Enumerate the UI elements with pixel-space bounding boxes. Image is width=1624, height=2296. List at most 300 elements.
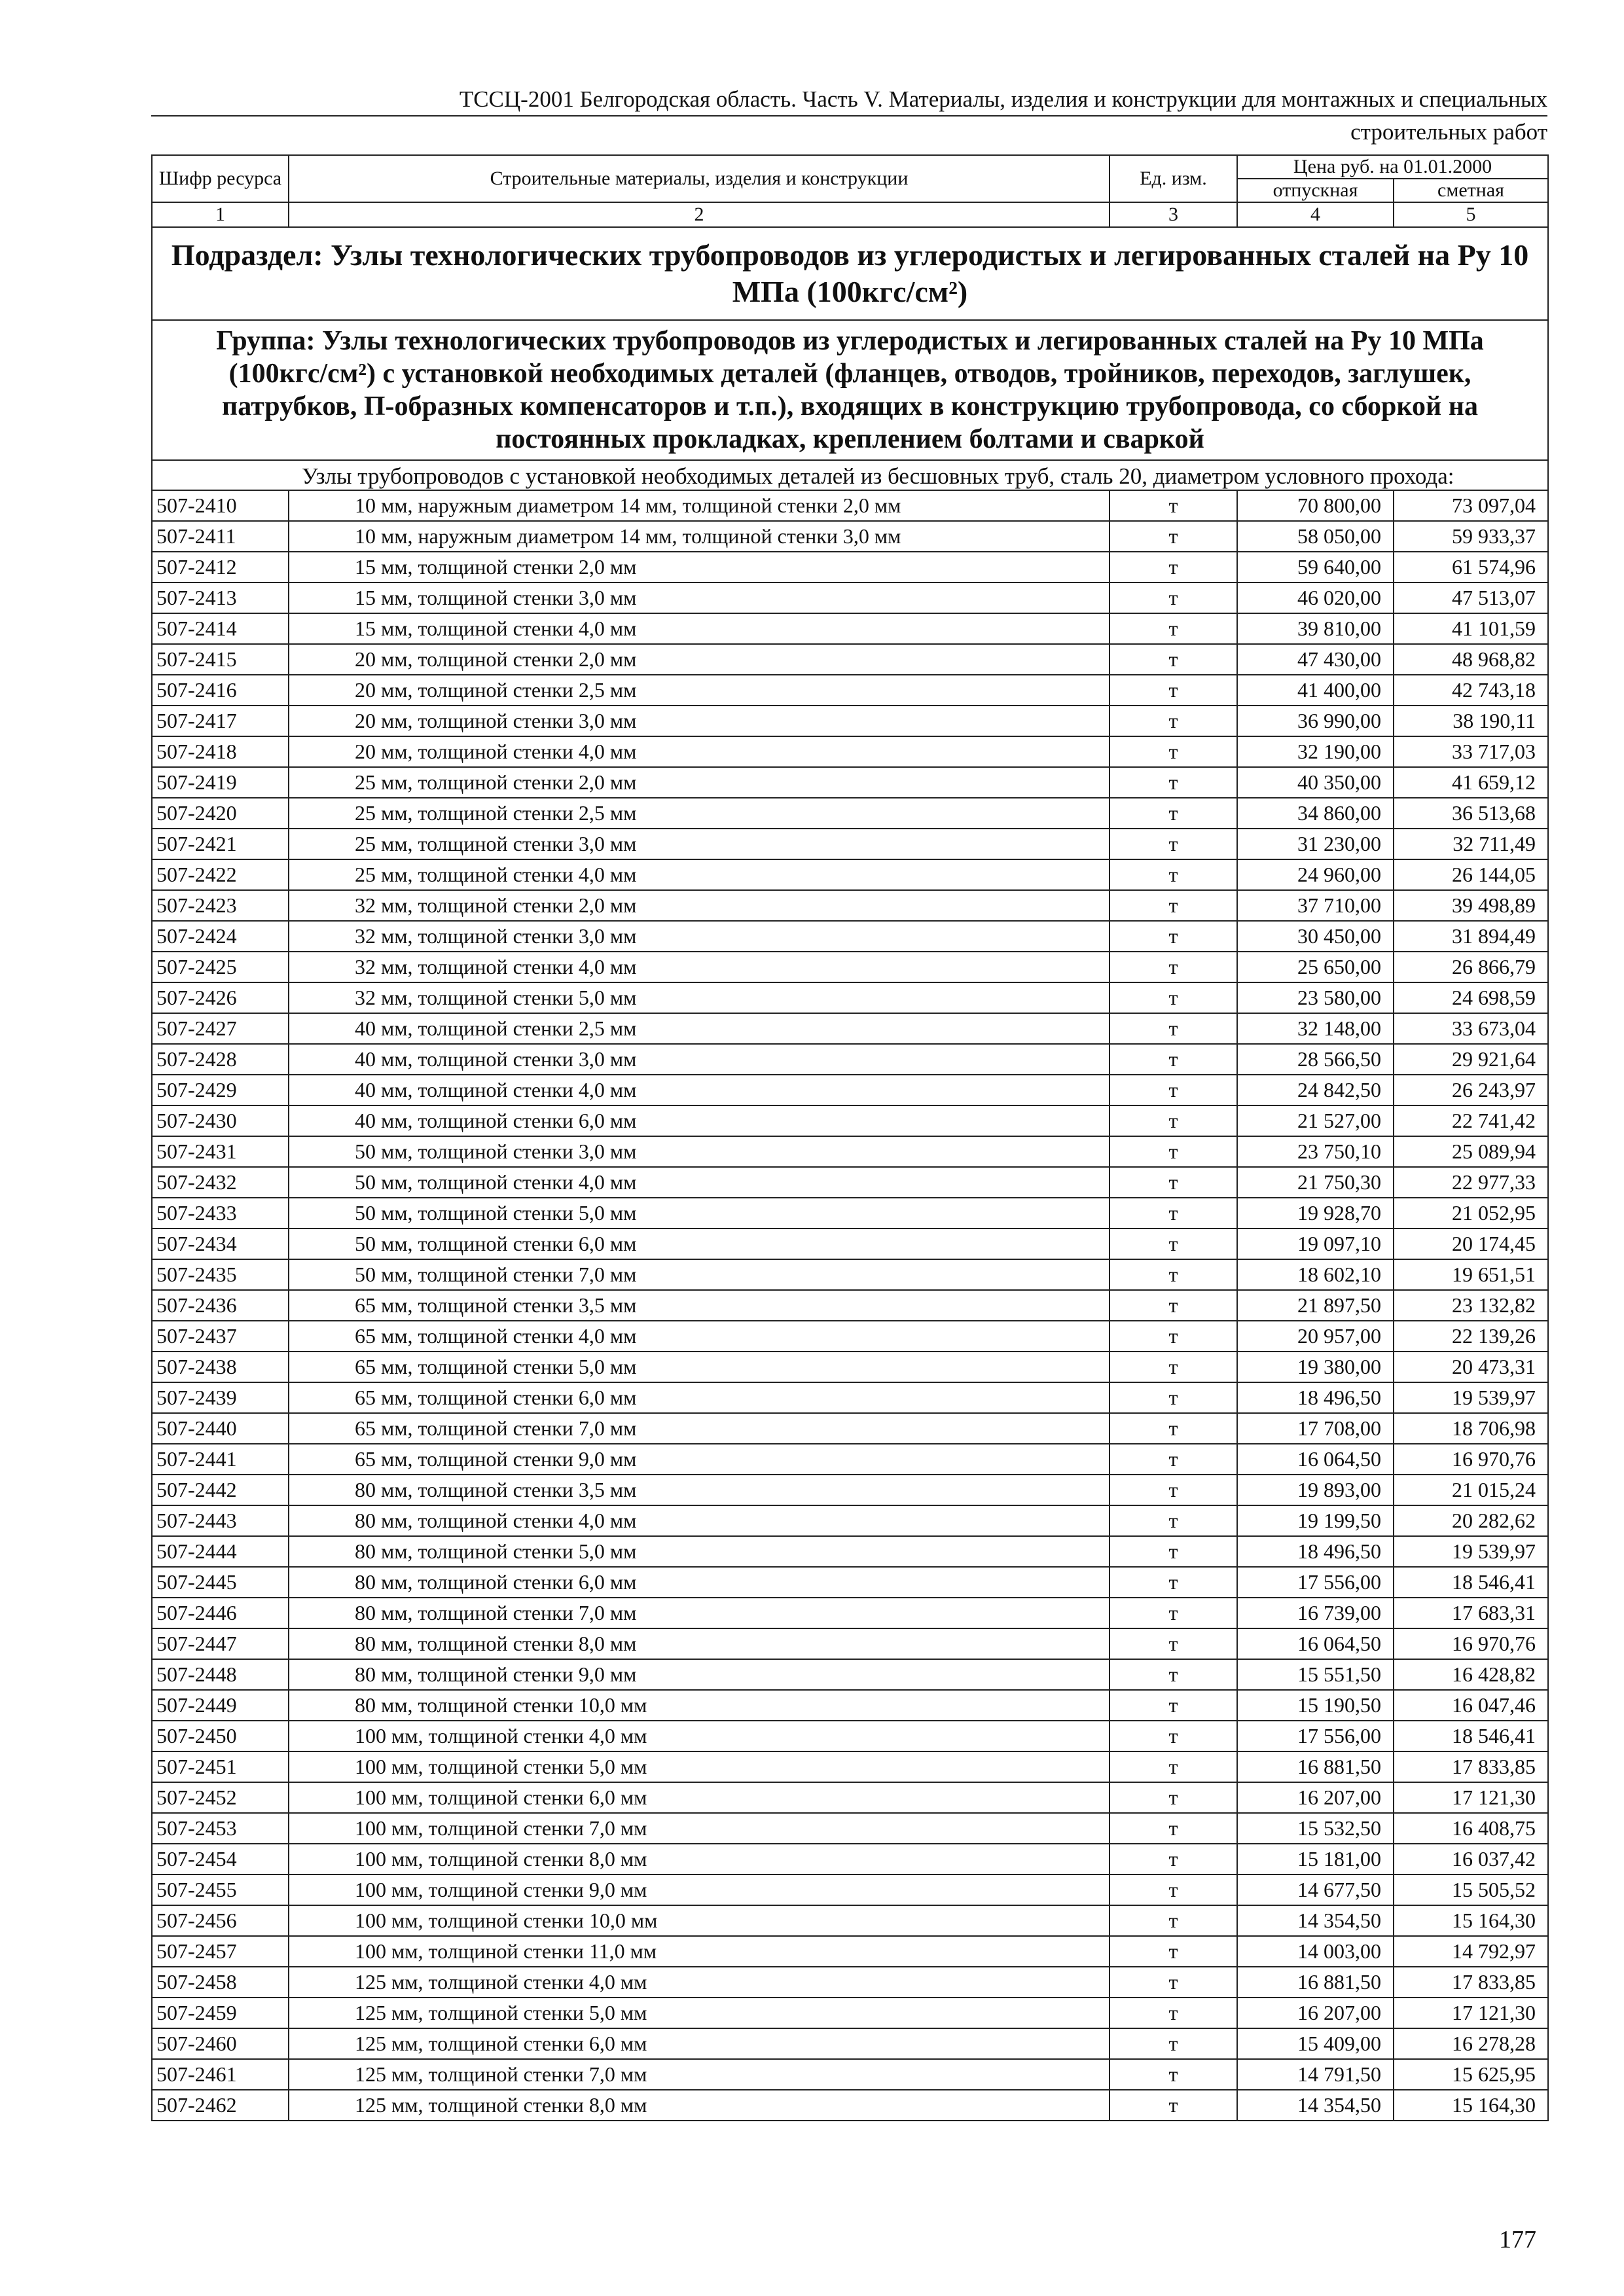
material-name: 100 мм, толщиной стенки 6,0 мм [289, 1782, 1110, 1813]
release-price: 15 409,00 [1237, 2028, 1394, 2059]
resource-code: 507-2435 [152, 1259, 289, 1290]
unit: т [1110, 1628, 1237, 1659]
unit: т [1110, 2090, 1237, 2121]
estimate-price: 21 015,24 [1394, 1475, 1548, 1505]
release-price: 15 532,50 [1237, 1813, 1394, 1844]
release-price: 14 677,50 [1237, 1874, 1394, 1905]
estimate-price: 15 625,95 [1394, 2059, 1548, 2090]
table-row [152, 1721, 1548, 1751]
resource-code: 507-2448 [152, 1659, 289, 1690]
material-name: 32 мм, толщиной стенки 2,0 мм [289, 890, 1110, 921]
resource-code: 507-2432 [152, 1167, 289, 1198]
page-number: 177 [1499, 2226, 1536, 2253]
estimate-price: 16 970,76 [1394, 1628, 1548, 1659]
unit: т [1110, 613, 1237, 644]
table-row [152, 736, 1548, 767]
estimate-price: 17 833,85 [1394, 1751, 1548, 1782]
unit: т [1110, 675, 1237, 706]
resource-code: 507-2423 [152, 890, 289, 921]
table-row [152, 1475, 1548, 1505]
unit: т [1110, 1013, 1237, 1044]
estimate-price: 73 097,04 [1394, 490, 1548, 521]
estimate-price: 39 498,89 [1394, 890, 1548, 921]
release-price: 15 190,50 [1237, 1690, 1394, 1721]
unit: т [1110, 1874, 1237, 1905]
release-price: 19 199,50 [1237, 1505, 1394, 1536]
resource-code: 507-2461 [152, 2059, 289, 2090]
release-price: 21 750,30 [1237, 1167, 1394, 1198]
table-row [152, 644, 1548, 675]
unit: т [1110, 490, 1237, 521]
material-name: 10 мм, наружным диаметром 14 мм, толщиной стенки 3,0 мм [289, 521, 1110, 552]
table-row [152, 1444, 1548, 1475]
column-number-row [152, 202, 1548, 227]
resource-code: 507-2421 [152, 829, 289, 859]
unit: т [1110, 1382, 1237, 1413]
material-name: 65 мм, толщиной стенки 4,0 мм [289, 1321, 1110, 1352]
estimate-price: 24 698,59 [1394, 982, 1548, 1013]
unit: т [1110, 1998, 1237, 2028]
group-note-text: Узлы трубопроводов с установкой необходимых деталей из бесшовных труб, сталь 20, диаметром условного прохода: [302, 463, 1454, 489]
unit: т [1110, 2059, 1237, 2090]
release-price: 19 097,10 [1237, 1229, 1394, 1259]
table-row [152, 2090, 1548, 2121]
unit: т [1110, 644, 1237, 675]
release-price: 25 650,00 [1237, 952, 1394, 982]
release-price: 17 556,00 [1237, 1567, 1394, 1598]
estimate-price: 15 505,52 [1394, 1874, 1548, 1905]
release-price: 14 354,50 [1237, 1905, 1394, 1936]
estimate-price: 36 513,68 [1394, 798, 1548, 829]
unit: т [1110, 859, 1237, 890]
resource-code: 507-2426 [152, 982, 289, 1013]
release-price: 19 893,00 [1237, 1475, 1394, 1505]
table-row [152, 1136, 1548, 1167]
resource-code: 507-2415 [152, 644, 289, 675]
unit: т [1110, 1444, 1237, 1475]
table-row [152, 1751, 1548, 1782]
resource-code: 507-2460 [152, 2028, 289, 2059]
table-row [152, 1998, 1548, 2028]
resource-code: 507-2444 [152, 1536, 289, 1567]
material-name: 65 мм, толщиной стенки 7,0 мм [289, 1413, 1110, 1444]
estimate-price: 17 683,31 [1394, 1598, 1548, 1628]
unit: т [1110, 1229, 1237, 1259]
resource-code: 507-2451 [152, 1751, 289, 1782]
unit: т [1110, 1782, 1237, 1813]
material-name: 125 мм, толщиной стенки 5,0 мм [289, 1998, 1110, 2028]
header-estimate-price: сметная [1394, 179, 1548, 202]
resource-code: 507-2447 [152, 1628, 289, 1659]
estimate-price: 26 243,97 [1394, 1075, 1548, 1105]
resource-code: 507-2454 [152, 1844, 289, 1874]
unit: т [1110, 1598, 1237, 1628]
table-row [152, 1844, 1548, 1874]
unit: т [1110, 1905, 1237, 1936]
table-row [152, 2059, 1548, 2090]
material-name: 40 мм, толщиной стенки 4,0 мм [289, 1075, 1110, 1105]
table-row [152, 583, 1548, 613]
material-name: 100 мм, толщиной стенки 8,0 мм [289, 1844, 1110, 1874]
table-row [152, 829, 1548, 859]
release-price: 23 580,00 [1237, 982, 1394, 1013]
resource-code: 507-2436 [152, 1290, 289, 1321]
resource-code: 507-2428 [152, 1044, 289, 1075]
unit: т [1110, 521, 1237, 552]
release-price: 17 556,00 [1237, 1721, 1394, 1751]
column-number: 5 [1394, 202, 1548, 227]
resource-code: 507-2459 [152, 1998, 289, 2028]
material-name: 15 мм, толщиной стенки 4,0 мм [289, 613, 1110, 644]
unit: т [1110, 1690, 1237, 1721]
table-row [152, 1013, 1548, 1044]
material-name: 32 мм, толщиной стенки 4,0 мм [289, 952, 1110, 982]
table-row [152, 1382, 1548, 1413]
table-row [152, 490, 1548, 521]
resource-code: 507-2450 [152, 1721, 289, 1751]
material-name: 100 мм, толщиной стенки 5,0 мм [289, 1751, 1110, 1782]
unit: т [1110, 1044, 1237, 1075]
release-price: 24 960,00 [1237, 859, 1394, 890]
release-price: 19 380,00 [1237, 1352, 1394, 1382]
resource-code: 507-2446 [152, 1598, 289, 1628]
table-row [152, 1782, 1548, 1813]
release-price: 31 230,00 [1237, 829, 1394, 859]
header-unit: Ед. изм. [1110, 155, 1237, 202]
material-name: 20 мм, толщиной стенки 2,0 мм [289, 644, 1110, 675]
resource-code: 507-2430 [152, 1105, 289, 1136]
table-row [152, 675, 1548, 706]
unit: т [1110, 890, 1237, 921]
resource-code: 507-2410 [152, 490, 289, 521]
estimate-price: 18 546,41 [1394, 1721, 1548, 1751]
release-price: 30 450,00 [1237, 921, 1394, 952]
unit: т [1110, 2028, 1237, 2059]
estimate-price: 26 144,05 [1394, 859, 1548, 890]
release-price: 16 739,00 [1237, 1598, 1394, 1628]
estimate-price: 16 047,46 [1394, 1690, 1548, 1721]
column-number: 1 [152, 202, 289, 227]
estimate-price: 18 546,41 [1394, 1567, 1548, 1598]
material-name: 100 мм, толщиной стенки 4,0 мм [289, 1721, 1110, 1751]
material-name: 125 мм, толщиной стенки 4,0 мм [289, 1967, 1110, 1998]
estimate-price: 22 139,26 [1394, 1321, 1548, 1352]
release-price: 18 496,50 [1237, 1536, 1394, 1567]
table-row [152, 706, 1548, 736]
unit: т [1110, 1751, 1237, 1782]
header-release-price: отпускная [1237, 179, 1394, 202]
unit: т [1110, 1352, 1237, 1382]
estimate-price: 20 282,62 [1394, 1505, 1548, 1536]
header-title-continuation: строительных работ [1350, 119, 1547, 145]
estimate-price: 17 121,30 [1394, 1998, 1548, 2028]
resource-code: 507-2443 [152, 1505, 289, 1536]
release-price: 14 791,50 [1237, 2059, 1394, 2090]
column-number: 2 [289, 202, 1110, 227]
table-row [152, 1659, 1548, 1690]
release-price: 36 990,00 [1237, 706, 1394, 736]
estimate-price: 48 968,82 [1394, 644, 1548, 675]
price-table [151, 154, 1549, 2121]
table-row [152, 1044, 1548, 1075]
estimate-price: 25 089,94 [1394, 1136, 1548, 1167]
estimate-price: 19 651,51 [1394, 1259, 1548, 1290]
table-row [152, 1905, 1548, 1936]
release-price: 18 496,50 [1237, 1382, 1394, 1413]
release-price: 16 881,50 [1237, 1967, 1394, 1998]
unit: т [1110, 1844, 1237, 1874]
estimate-price: 20 473,31 [1394, 1352, 1548, 1382]
unit: т [1110, 1259, 1237, 1290]
estimate-price: 59 933,37 [1394, 521, 1548, 552]
resource-code: 507-2414 [152, 613, 289, 644]
table-row [152, 1290, 1548, 1321]
estimate-price: 33 673,04 [1394, 1013, 1548, 1044]
resource-code: 507-2453 [152, 1813, 289, 1844]
estimate-price: 22 741,42 [1394, 1105, 1548, 1136]
release-price: 15 181,00 [1237, 1844, 1394, 1874]
resource-code: 507-2455 [152, 1874, 289, 1905]
resource-code: 507-2422 [152, 859, 289, 890]
material-name: 80 мм, толщиной стенки 5,0 мм [289, 1536, 1110, 1567]
table-row [152, 1536, 1548, 1567]
unit: т [1110, 1105, 1237, 1136]
estimate-price: 18 706,98 [1394, 1413, 1548, 1444]
table-row [152, 1598, 1548, 1628]
estimate-price: 21 052,95 [1394, 1198, 1548, 1229]
material-name: 125 мм, толщиной стенки 6,0 мм [289, 2028, 1110, 2059]
material-name: 40 мм, толщиной стенки 6,0 мм [289, 1105, 1110, 1136]
material-name: 50 мм, толщиной стенки 3,0 мм [289, 1136, 1110, 1167]
resource-code: 507-2433 [152, 1198, 289, 1229]
material-name: 80 мм, толщиной стенки 6,0 мм [289, 1567, 1110, 1598]
material-name: 100 мм, толщиной стенки 10,0 мм [289, 1905, 1110, 1936]
table-row [152, 613, 1548, 644]
estimate-price: 15 164,30 [1394, 2090, 1548, 2121]
estimate-price: 41 659,12 [1394, 767, 1548, 798]
material-name: 125 мм, толщиной стенки 8,0 мм [289, 2090, 1110, 2121]
release-price: 24 842,50 [1237, 1075, 1394, 1105]
resource-code: 507-2416 [152, 675, 289, 706]
material-name: 80 мм, толщиной стенки 9,0 мм [289, 1659, 1110, 1690]
estimate-price: 29 921,64 [1394, 1044, 1548, 1075]
unit: т [1110, 1321, 1237, 1352]
table-row [152, 1259, 1548, 1290]
release-price: 18 602,10 [1237, 1259, 1394, 1290]
material-name: 25 мм, толщиной стенки 4,0 мм [289, 859, 1110, 890]
resource-code: 507-2452 [152, 1782, 289, 1813]
resource-code: 507-2434 [152, 1229, 289, 1259]
material-name: 20 мм, толщиной стенки 3,0 мм [289, 706, 1110, 736]
estimate-price: 17 121,30 [1394, 1782, 1548, 1813]
material-name: 80 мм, толщиной стенки 8,0 мм [289, 1628, 1110, 1659]
estimate-price: 26 866,79 [1394, 952, 1548, 982]
unit: т [1110, 1167, 1237, 1198]
table-row [152, 1198, 1548, 1229]
material-name: 65 мм, толщиной стенки 5,0 мм [289, 1352, 1110, 1382]
column-number: 3 [1110, 202, 1237, 227]
material-name: 80 мм, толщиной стенки 4,0 мм [289, 1505, 1110, 1536]
table-row [152, 767, 1548, 798]
material-name: 50 мм, толщиной стенки 6,0 мм [289, 1229, 1110, 1259]
unit: т [1110, 767, 1237, 798]
table-row [152, 1075, 1548, 1105]
unit: т [1110, 1413, 1237, 1444]
resource-code: 507-2429 [152, 1075, 289, 1105]
unit: т [1110, 1536, 1237, 1567]
material-name: 25 мм, толщиной стенки 2,0 мм [289, 767, 1110, 798]
table-row [152, 1874, 1548, 1905]
header-price: Цена руб. на 01.01.2000 [1237, 155, 1548, 179]
estimate-price: 31 894,49 [1394, 921, 1548, 952]
table-row [152, 890, 1548, 921]
resource-code: 507-2419 [152, 767, 289, 798]
resource-code: 507-2441 [152, 1444, 289, 1475]
resource-code: 507-2462 [152, 2090, 289, 2121]
unit: т [1110, 1075, 1237, 1105]
estimate-price: 41 101,59 [1394, 613, 1548, 644]
material-name: 80 мм, толщиной стенки 10,0 мм [289, 1690, 1110, 1721]
table-row [152, 1105, 1548, 1136]
release-price: 19 928,70 [1237, 1198, 1394, 1229]
release-price: 23 750,10 [1237, 1136, 1394, 1167]
estimate-price: 38 190,11 [1394, 706, 1548, 736]
resource-code: 507-2411 [152, 521, 289, 552]
unit: т [1110, 1813, 1237, 1844]
release-price: 14 003,00 [1237, 1936, 1394, 1967]
material-name: 125 мм, толщиной стенки 7,0 мм [289, 2059, 1110, 2090]
resource-code: 507-2442 [152, 1475, 289, 1505]
material-name: 65 мм, толщиной стенки 6,0 мм [289, 1382, 1110, 1413]
estimate-price: 16 278,28 [1394, 2028, 1548, 2059]
material-name: 20 мм, толщиной стенки 2,5 мм [289, 675, 1110, 706]
group-note [152, 460, 1548, 490]
table-row [152, 1229, 1548, 1259]
unit: т [1110, 1721, 1237, 1751]
estimate-price: 14 792,97 [1394, 1936, 1548, 1967]
table-row [152, 1321, 1548, 1352]
column-number: 4 [1237, 202, 1394, 227]
release-price: 16 207,00 [1237, 1782, 1394, 1813]
subsection-title: Подраздел: Узлы технологических трубопроводов из углеродистых и легированных сталей на Ру 10 МПа (100кгс/см²) [152, 227, 1548, 320]
resource-code: 507-2439 [152, 1382, 289, 1413]
table-row [152, 1628, 1548, 1659]
resource-code: 507-2456 [152, 1905, 289, 1936]
resource-code: 507-2413 [152, 583, 289, 613]
table-row [152, 1167, 1548, 1198]
estimate-price: 16 970,76 [1394, 1444, 1548, 1475]
unit: т [1110, 552, 1237, 583]
table-row [152, 1352, 1548, 1382]
unit: т [1110, 1475, 1237, 1505]
group-title: Группа: Узлы технологических трубопроводов из углеродистых и легированных сталей на Ру 10 МПа (100кгс/см²) с установкой необходимых деталей (фланцев, отводов, тройников, переходов, заглушек, патрубков, П-образных компенсаторов и т.п.), входящих в конструкцию трубопровода, со сборкой на постоянных прокладках, креплением болтами и сваркой [152, 320, 1548, 460]
unit: т [1110, 1505, 1237, 1536]
table-row [152, 1813, 1548, 1844]
resource-code: 507-2431 [152, 1136, 289, 1167]
release-price: 41 400,00 [1237, 675, 1394, 706]
material-name: 20 мм, толщиной стенки 4,0 мм [289, 736, 1110, 767]
material-name: 100 мм, толщиной стенки 11,0 мм [289, 1936, 1110, 1967]
running-header [151, 84, 1547, 148]
resource-code: 507-2417 [152, 706, 289, 736]
material-name: 50 мм, толщиной стенки 7,0 мм [289, 1259, 1110, 1290]
resource-code: 507-2440 [152, 1413, 289, 1444]
estimate-price: 32 711,49 [1394, 829, 1548, 859]
release-price: 14 354,50 [1237, 2090, 1394, 2121]
material-name: 65 мм, толщиной стенки 3,5 мм [289, 1290, 1110, 1321]
estimate-price: 47 513,07 [1394, 583, 1548, 613]
material-name: 15 мм, толщиной стенки 3,0 мм [289, 583, 1110, 613]
release-price: 40 350,00 [1237, 767, 1394, 798]
material-name: 100 мм, толщиной стенки 9,0 мм [289, 1874, 1110, 1905]
release-price: 28 566,50 [1237, 1044, 1394, 1075]
unit: т [1110, 1967, 1237, 1998]
unit: т [1110, 1290, 1237, 1321]
estimate-price: 17 833,85 [1394, 1967, 1548, 1998]
estimate-price: 15 164,30 [1394, 1905, 1548, 1936]
unit: т [1110, 1198, 1237, 1229]
resource-code: 507-2425 [152, 952, 289, 982]
unit: т [1110, 952, 1237, 982]
resource-code: 507-2449 [152, 1690, 289, 1721]
unit: т [1110, 1567, 1237, 1598]
unit: т [1110, 706, 1237, 736]
table-row [152, 921, 1548, 952]
estimate-price: 42 743,18 [1394, 675, 1548, 706]
estimate-price: 33 717,03 [1394, 736, 1548, 767]
table-row [152, 1690, 1548, 1721]
release-price: 37 710,00 [1237, 890, 1394, 921]
material-name: 32 мм, толщиной стенки 5,0 мм [289, 982, 1110, 1013]
table-row [152, 2028, 1548, 2059]
resource-code: 507-2438 [152, 1352, 289, 1382]
material-name: 100 мм, толщиной стенки 7,0 мм [289, 1813, 1110, 1844]
resource-code: 507-2420 [152, 798, 289, 829]
material-name: 40 мм, толщиной стенки 3,0 мм [289, 1044, 1110, 1075]
unit: т [1110, 1659, 1237, 1690]
estimate-price: 20 174,45 [1394, 1229, 1548, 1259]
header-materials: Строительные материалы, изделия и конструкции [289, 155, 1110, 202]
release-price: 32 148,00 [1237, 1013, 1394, 1044]
material-name: 80 мм, толщиной стенки 7,0 мм [289, 1598, 1110, 1628]
release-price: 70 800,00 [1237, 490, 1394, 521]
material-name: 15 мм, толщиной стенки 2,0 мм [289, 552, 1110, 583]
release-price: 15 551,50 [1237, 1659, 1394, 1690]
material-name: 10 мм, наружным диаметром 14 мм, толщиной стенки 2,0 мм [289, 490, 1110, 521]
release-price: 47 430,00 [1237, 644, 1394, 675]
material-name: 50 мм, толщиной стенки 4,0 мм [289, 1167, 1110, 1198]
unit: т [1110, 1136, 1237, 1167]
release-price: 17 708,00 [1237, 1413, 1394, 1444]
table-row [152, 521, 1548, 552]
material-name: 80 мм, толщиной стенки 3,5 мм [289, 1475, 1110, 1505]
table-row [152, 859, 1548, 890]
release-price: 34 860,00 [1237, 798, 1394, 829]
material-name: 32 мм, толщиной стенки 3,0 мм [289, 921, 1110, 952]
price-rows [152, 490, 1548, 2121]
unit: т [1110, 1936, 1237, 1967]
resource-code: 507-2437 [152, 1321, 289, 1352]
unit: т [1110, 982, 1237, 1013]
release-price: 16 207,00 [1237, 1998, 1394, 2028]
header-title: ТССЦ-2001 Белгородская область. Часть V. Материалы, изделия и конструкции для монтажных и специальных [151, 84, 1547, 117]
resource-code: 507-2418 [152, 736, 289, 767]
release-price: 21 897,50 [1237, 1290, 1394, 1321]
release-price: 59 640,00 [1237, 552, 1394, 583]
resource-code: 507-2445 [152, 1567, 289, 1598]
estimate-price: 16 037,42 [1394, 1844, 1548, 1874]
unit: т [1110, 736, 1237, 767]
